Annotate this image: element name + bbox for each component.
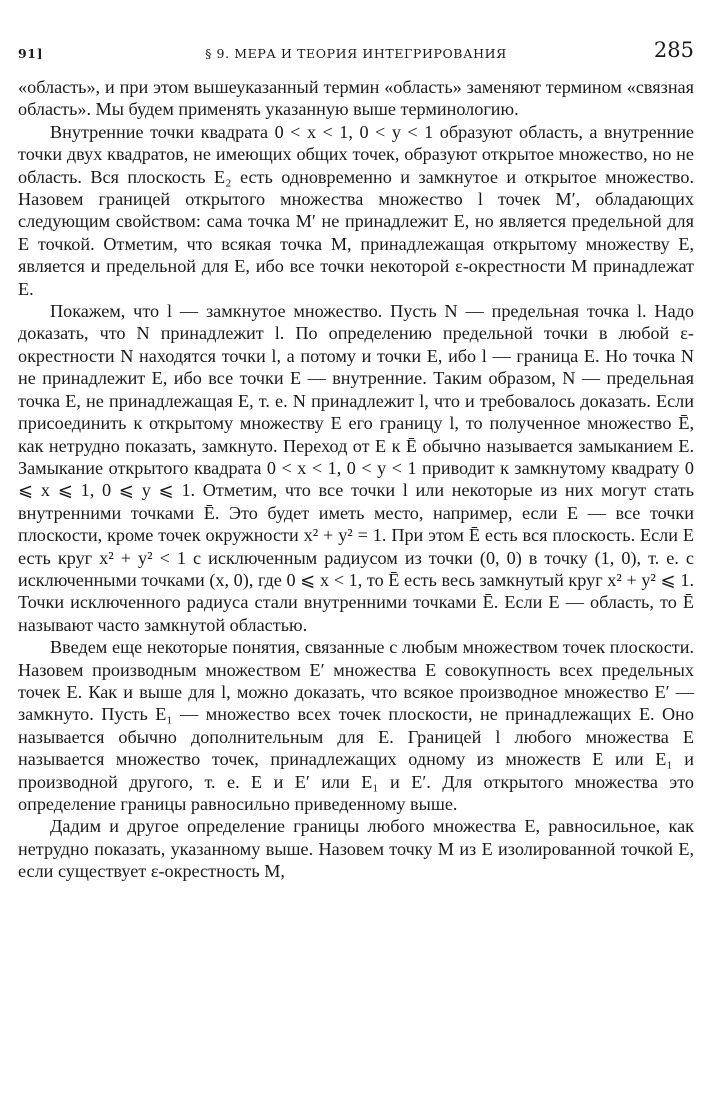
chapter-title: § 9. МЕРА И ТЕОРИЯ ИНТЕГРИРОВАНИЯ [205, 46, 507, 61]
page-number: 285 [653, 38, 694, 62]
paragraph-closed-boundary: Покажем, что l — замкнутое множество. Пусть N — предельная точка l. Надо доказать, что N принадлежит l. По определению предельной точки в любой ε-окрестности N находятся точки l, а потому и точки E, ибо l — граница E. Но точка N не принадлежит E, ибо все точки E — внутренние. Таким образом, N — предельная точка E, не принадлежащая E, т. е. N принадлежит l, что и требовалось доказать. Если присоединить к открытому множеству E его границу l, то полученное множество Ē, как нетрудно показать, замкнуто. Переход от E к Ē обычно называется замыканием E. Замыкание открытого квадрата 0 < x < 1, 0 < y < 1 приводит к замкнутому квадрату 0 ⩽ x ⩽ 1, 0 ⩽ y ⩽ 1. Отметим, что все точки l или некоторые из них могут стать внутренними точками Ē. Это будет иметь место, например, если E — все точки плоскости, кроме точек окружности x² + y² = 1. При этом Ē есть вся плоскость. Если E есть круг x² + y² < 1 с исключенным радиусом из точки (0, 0) в точку (1, 0), т. е. с исключенными точками (x, 0), где 0 ⩽ x < 1, то Ē есть весь замкнутый круг x² + y² ⩽ 1. Точки исключенного радиуса стали внутренними точками Ē. Если E — область, то Ē называют часто замкнутой областью. [18, 301, 694, 635]
paragraph-interior-points: Внутренние точки квадрата 0 < x < 1, 0 < y < 1 образуют область, а внутренние точки двух квадратов, не имеющих общих точек, образуют открытое множество, но не область. Вся плоскость E₂ есть одновременно и замкнутое и открытое множество. Назовем границей открытого множества множество l точек M′, обладающих следующим свойством: сама точка M′ не принадлежит E, но является предельной для E точкой. Отметим, что всякая точка M, принадлежащая открытому множеству E, является и предельной для E, ибо все точки некоторой ε-окрестности M принадлежат E. [18, 121, 694, 299]
paragraph-isolated-point: Дадим и другое определение границы любого множества E, равносильное, как нетрудно показать, указанному выше. Назовем точку M из E изолированной точкой E, если существует ε-окрестность M, [18, 816, 694, 882]
paragraph-continuation: «область», и при этом вышеуказанный термин «область» заменяют термином «связная область». Мы будем применять указанную выше терминологию. [18, 77, 694, 120]
section-reference: 91] [18, 46, 44, 61]
running-header [18, 36, 694, 76]
book-page [18, 36, 694, 883]
main-text [18, 76, 694, 883]
paragraph-derived-set: Введем еще некоторые понятия, связанные с любым множеством точек плоскости. Назовем производным множеством E′ множества E совокупность всех предельных точек E. Как и выше для l, можно доказать, что всякое производное множество E′ — замкнуто. Пусть E₁ — множество всех точек плоскости, не принадлежащих E. Оно называется обычно дополнительным для E. Границей l любого множества E называется множество точек, принадлежащих одному из множеств E или E₁ и производной другого, т. е. E и E′ или E₁ и E′. Для открытого множества это определение границы равносильно приведенному выше. [18, 637, 694, 814]
